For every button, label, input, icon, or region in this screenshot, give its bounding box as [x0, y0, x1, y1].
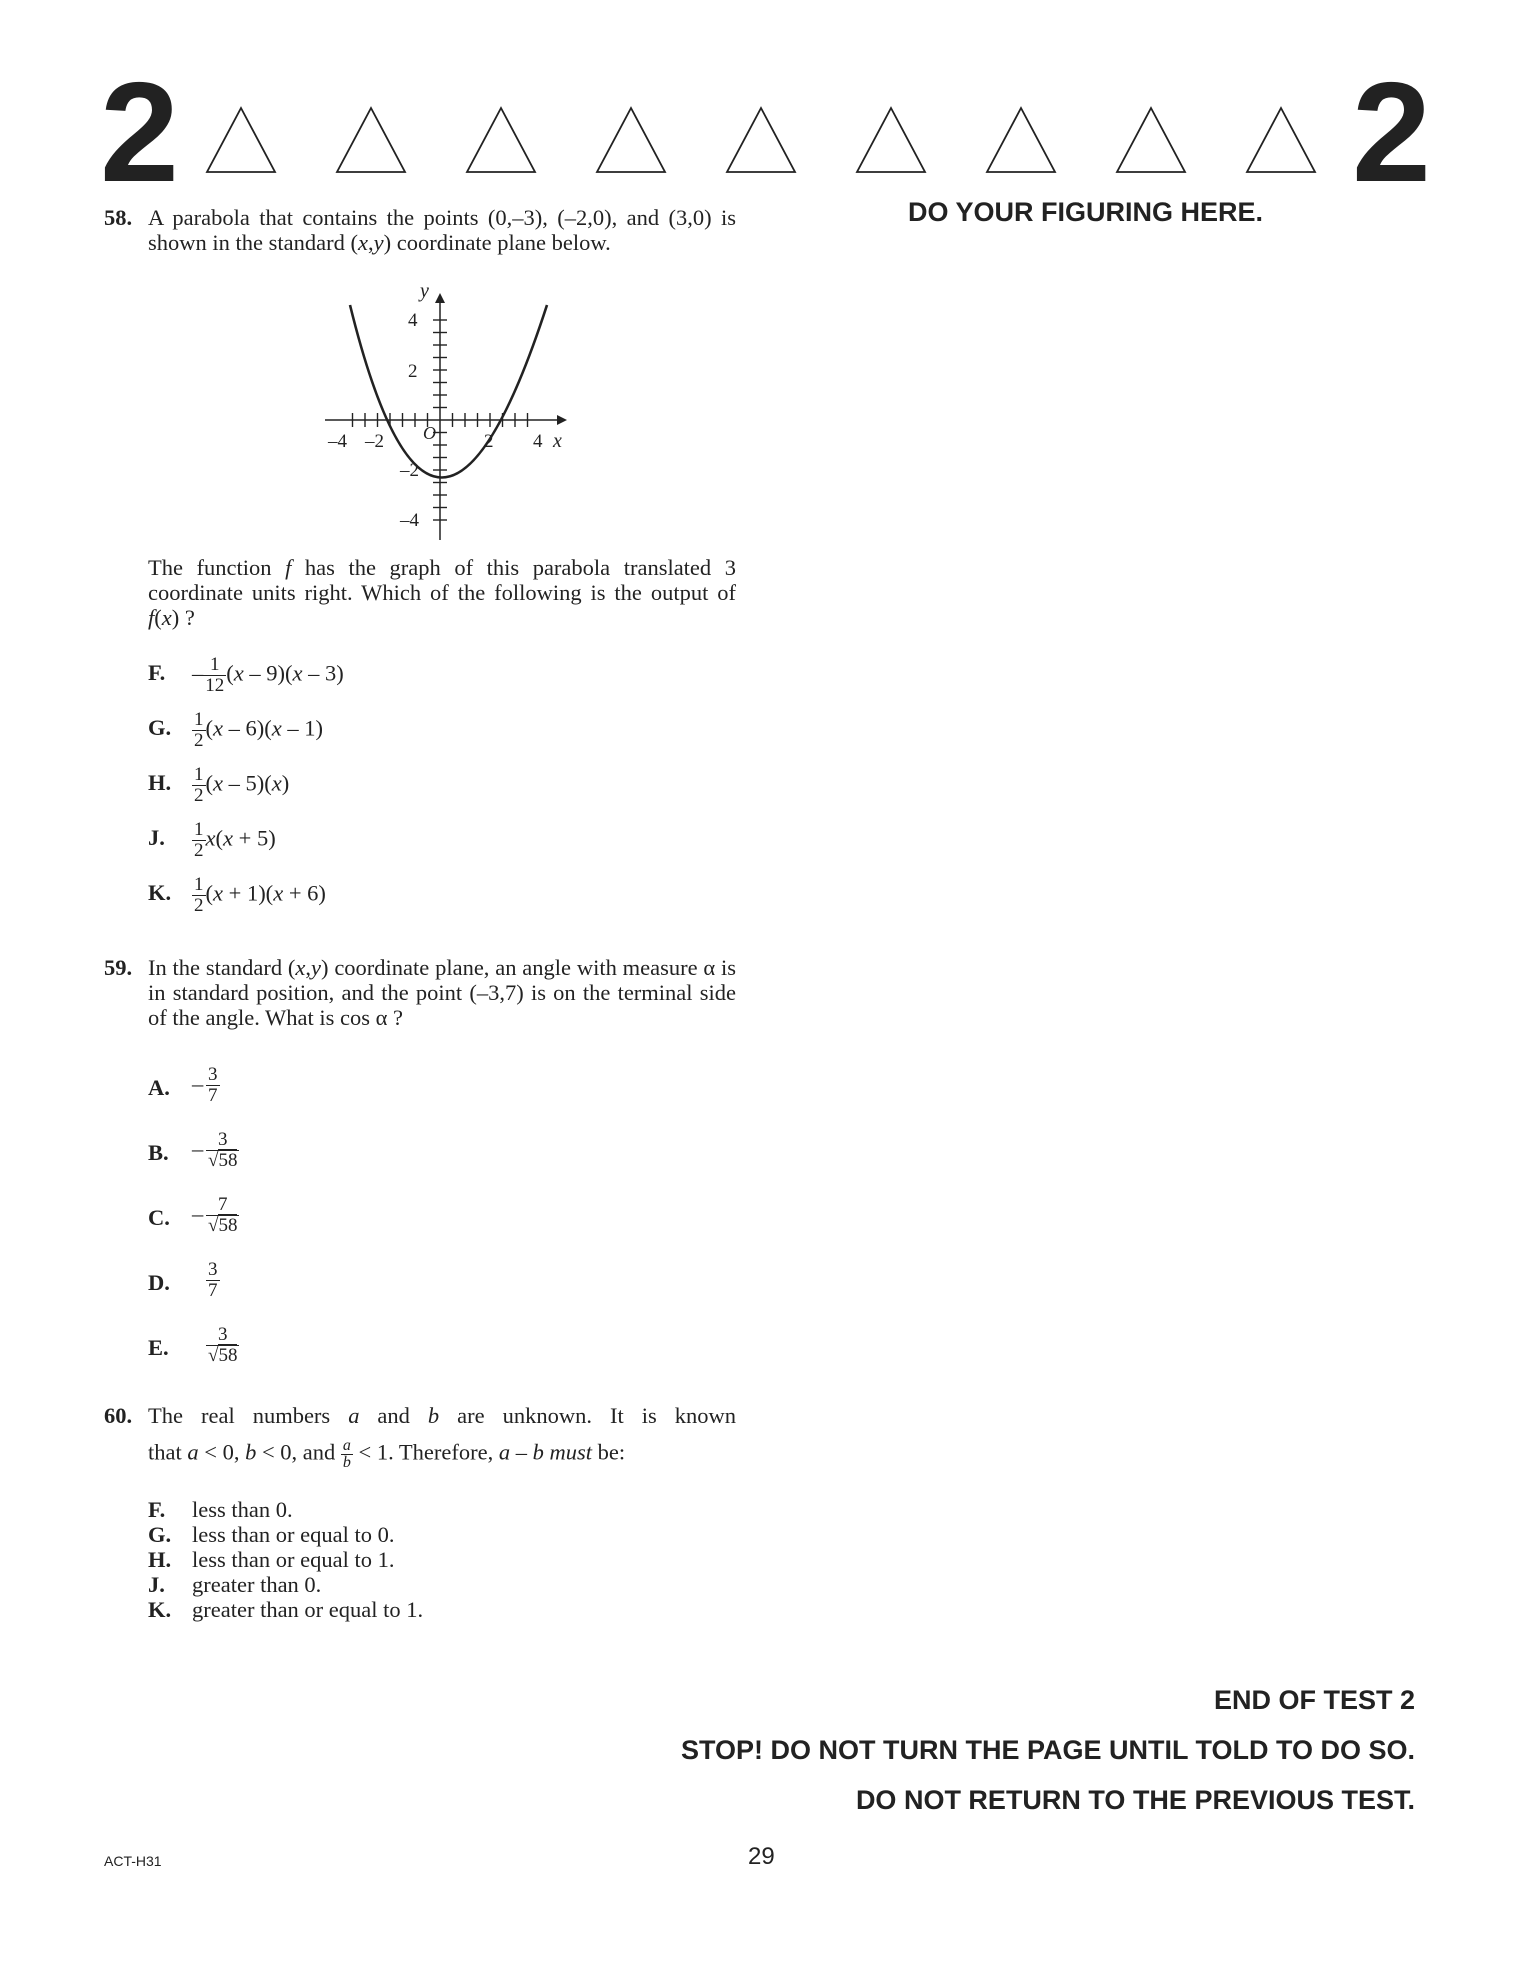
option-factors: (x + 1)(x + 6): [205, 880, 326, 906]
answer-option[interactable]: [148, 655, 448, 695]
option-letter: K.: [148, 880, 172, 905]
answer-option[interactable]: [148, 1522, 423, 1547]
question-58-followup: [104, 555, 736, 630]
question-number: 58.: [104, 205, 133, 230]
option-letter: G.: [148, 1522, 172, 1547]
triangle-icon: [335, 104, 407, 176]
answer-option[interactable]: [148, 1572, 423, 1597]
option-factors: (x – 6)(x – 1): [205, 715, 323, 741]
x-tick-label: 2: [484, 431, 494, 452]
question-text-part: < 1. Therefore, a – b must be:: [358, 1439, 626, 1465]
triangle-icon: [205, 104, 277, 176]
option-expression: [192, 1260, 220, 1301]
stop-notice: STOP! DO NOT TURN THE PAGE UNTIL TOLD TO DO SO.: [680, 1735, 1415, 1765]
question-text: In the standard (x,y) coordinate plane, an angle with measure α is in standard position, and the point (–3,7) is on the terminal side of the angle. What is cos α ?: [148, 955, 737, 1030]
y-tick-label: –2: [400, 460, 419, 481]
end-of-test: END OF TEST 2: [1213, 1685, 1415, 1715]
answer-option[interactable]: [148, 710, 448, 750]
answer-option[interactable]: [148, 1325, 348, 1365]
form-code: ACT-H31: [104, 1853, 162, 1869]
option-text: less than 0.: [192, 1497, 293, 1522]
question-58: [104, 205, 736, 255]
option-text: less than or equal to 1.: [192, 1547, 395, 1572]
origin-label: O: [423, 423, 436, 443]
option-factors: (x – 9)(x – 3): [226, 660, 344, 686]
option-letter: J.: [148, 825, 165, 850]
option-expression: [192, 1325, 239, 1366]
option-letter: K.: [148, 1597, 172, 1622]
question-60: [104, 1403, 736, 1471]
fraction: $\frac{1}{2}$: [194, 874, 204, 916]
no-return-notice: DO NOT RETURN TO THE PREVIOUS TEST.: [855, 1785, 1415, 1815]
triangle-row: [205, 104, 1315, 176]
fraction: $\frac{3}{√58}$: [208, 1129, 238, 1171]
fraction: $\frac{7}{√58}$: [208, 1194, 238, 1236]
fraction: $\frac{3}{7}$: [208, 1259, 218, 1301]
option-factors: (x – 5)(x): [205, 770, 290, 796]
fraction: $\frac{1}{2}$: [194, 709, 204, 751]
option-text: less than or equal to 0.: [192, 1522, 395, 1547]
fraction: $\frac{3}{7}$: [208, 1064, 218, 1106]
y-axis-label: y: [420, 285, 429, 302]
option-expression: – $\frac{7}{√58}$: [192, 1194, 238, 1236]
option-expression: – $\frac{1}{12}$ (x – 9)(x – 3): [192, 654, 344, 696]
option-letter: E.: [148, 1335, 169, 1360]
y-tick-label: –4: [400, 510, 419, 531]
x-axis-label: x: [553, 430, 562, 452]
option-factors: x(x + 5): [205, 825, 276, 851]
triangle-icon: [1115, 104, 1187, 176]
x-tick-label: 4: [533, 431, 543, 452]
section-number-left: 2: [100, 53, 179, 212]
option-expression: – $\frac{3}{√58}$: [192, 1129, 238, 1171]
option-letter: H.: [148, 770, 172, 795]
option-letter: J.: [148, 1572, 165, 1597]
triangle-icon: [725, 104, 797, 176]
option-letter: G.: [148, 715, 172, 740]
question-number: 60.: [104, 1403, 133, 1428]
question-text: A parabola that contains the points (0,–3), (–2,0), and (3,0) is shown in the standard (x,y) coordinate plane below.: [148, 205, 736, 255]
option-letter: D.: [148, 1270, 170, 1295]
figuring-note: DO YOUR FIGURING HERE.: [908, 197, 1264, 227]
triangle-icon: [595, 104, 667, 176]
triangle-icon: [465, 104, 537, 176]
triangle-icon: [1245, 104, 1317, 176]
answer-option[interactable]: [148, 1065, 348, 1105]
answer-option[interactable]: [148, 1130, 348, 1170]
answer-option[interactable]: [148, 1497, 423, 1522]
fraction: $\frac{3}{√58}$: [208, 1324, 238, 1366]
option-expression: [192, 820, 276, 861]
triangle-icon: [985, 104, 1057, 176]
option-text: greater than or equal to 1.: [192, 1597, 424, 1622]
answer-option[interactable]: [148, 1597, 423, 1622]
answer-option[interactable]: [148, 1260, 348, 1300]
option-letter: F.: [148, 660, 166, 685]
question-text-part: that a < 0, b < 0, and: [148, 1439, 336, 1465]
fraction: $\frac{1}{12}$: [205, 654, 225, 696]
x-tick-label: –4: [328, 431, 347, 452]
option-expression: – $\frac{3}{7}$: [192, 1064, 218, 1106]
answer-list: [148, 1497, 423, 1622]
y-tick-label: 4: [408, 310, 418, 331]
option-letter: B.: [148, 1140, 169, 1165]
option-letter: A.: [148, 1075, 170, 1100]
option-expression: [192, 710, 323, 751]
answer-option[interactable]: [148, 1547, 423, 1572]
parabola-graph: [315, 285, 580, 545]
section-number-right: 2: [1352, 53, 1431, 212]
answer-option[interactable]: [148, 820, 448, 860]
option-letter: H.: [148, 1547, 172, 1572]
fraction: $\frac{1}{2}$: [194, 764, 204, 806]
answer-option[interactable]: [148, 765, 448, 805]
y-tick-label: 2: [408, 361, 418, 382]
question-text-line2: [148, 1438, 736, 1471]
option-expression: [192, 765, 289, 806]
question-text: The function f has the graph of this parabola translated 3 coordinate units right. Which of the following is the output of f(x) ?: [148, 555, 736, 630]
fraction: $\frac{1}{2}$: [194, 819, 204, 861]
a-over-b-fraction: $\frac{a}{b}$: [342, 1437, 351, 1471]
option-text: greater than 0.: [192, 1572, 322, 1597]
option-letter: F.: [148, 1497, 166, 1522]
answer-option[interactable]: [148, 875, 448, 915]
answer-option[interactable]: [148, 1195, 348, 1235]
page-number: 29: [748, 1843, 775, 1870]
question-text: The real numbers a and b are unknown. It is known: [148, 1403, 736, 1428]
question-59: [104, 955, 736, 1030]
question-number: 59.: [104, 955, 133, 980]
x-tick-label: –2: [365, 431, 384, 452]
option-expression: [192, 875, 326, 916]
triangle-icon: [855, 104, 927, 176]
option-letter: C.: [148, 1205, 170, 1230]
